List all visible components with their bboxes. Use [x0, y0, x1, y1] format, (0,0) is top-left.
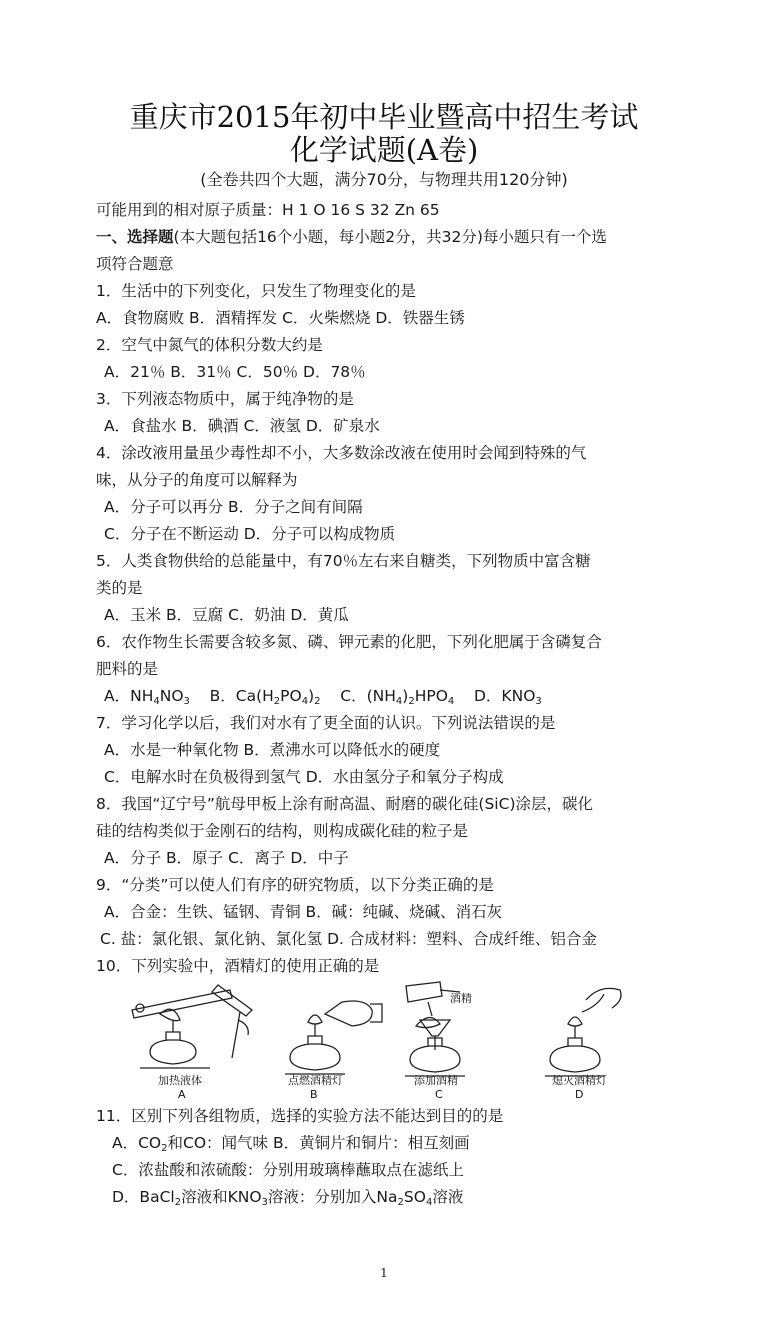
q1-options: A．食物腐败 B．酒精挥发 C．火柴燃烧 D．铁器生锈: [96, 309, 465, 327]
q6-options: [104, 686, 694, 706]
page-number: 1: [380, 1266, 388, 1280]
exam-subject-title: 化学试题(A卷): [289, 133, 479, 167]
q3-options: A．食盐水 B．碘酒 C．液氢 D．矿泉水: [104, 417, 380, 435]
section1-intro: [96, 227, 686, 247]
figure-letter-a: A: [178, 1088, 186, 1100]
figure-caption-d: 熄灭酒精灯: [552, 1074, 607, 1087]
q9-stem: 9．“分类”可以使人们有序的研究物质，以下分类正确的是: [96, 876, 494, 894]
figure-b-lighting-lamp: [290, 1001, 382, 1070]
q4-options-line2: C．分子在不断运动 D．分子可以构成物质: [104, 525, 396, 543]
q6-stem-line1: 6．农作物生长需要含较多氮、磷、钾元素的化肥，下列化肥属于含磷复合: [96, 633, 602, 651]
q4-stem-line2: 味，从分子的角度可以解释为: [96, 471, 298, 489]
figure-letter-c: C: [435, 1088, 443, 1100]
figure-caption-a: 加热液体: [158, 1074, 202, 1087]
section1-intro-line2: 项符合题意: [96, 255, 174, 273]
q10-stem: 10．下列实验中，酒精灯的使用正确的是: [96, 957, 380, 975]
exam-subtitle: (全卷共四个大题，满分70分，与物理共用120分钟): [200, 170, 568, 189]
q6-option-b: B．$Ca(H_2PO_4)_2$: [209, 687, 321, 707]
q2-stem: 2．空气中氮气的体积分数大约是: [96, 336, 323, 354]
q8-stem-line1: 8．我国“辽宁号”航母甲板上涂有耐高温、耐磨的碳化硅(SiC)涂层，碳化: [96, 795, 593, 813]
figure-caption-c: 添加酒精: [414, 1074, 458, 1087]
figure-letter-d: D: [575, 1088, 584, 1100]
exam-title: 重庆市2015年初中毕业暨高中招生考试: [129, 100, 639, 134]
section1-heading: 一、选择题: [96, 228, 174, 246]
q7-stem: 7．学习化学以后，我们对水有了更全面的认识。下列说法错误的是: [96, 714, 556, 732]
section1-intro-text: (本大题包括16个小题，每小题2分，共32分)每小题只有一个选: [173, 228, 607, 246]
q10-figure: [120, 980, 660, 1100]
q4-options-line1: A．分子可以再分 B．分子之间有间隔: [104, 498, 363, 516]
figure-letter-b: B: [310, 1088, 318, 1100]
q8-stem-line2: 硅的结构类似于金刚石的结构，则构成碳化硅的粒子是: [96, 822, 469, 840]
figure-a-heating-liquid: [132, 985, 252, 1064]
q5-stem-line2: 类的是: [96, 579, 143, 597]
q5-stem-line1: 5．人类食物供给的总能量中，有70％左右来自糖类，下列物质中富含糖: [96, 552, 591, 570]
q6-option-c: C．$(NH_4)_2HPO_4$: [340, 687, 455, 707]
q6-stem-line2: 肥料的是: [96, 660, 159, 678]
q1-stem: 1．生活中的下列变化，只发生了物理变化的是: [96, 282, 416, 300]
q9-options-line2: C. 盐：氯化银、氯化钠、氯化氢 D. 合成材料：塑料、合成纤维、铝合金: [100, 930, 597, 948]
q6-option-d: D．$KNO_3$: [474, 687, 542, 707]
figure-d-extinguishing-lamp: [550, 988, 621, 1072]
q7-options-line2: C．电解水时在负极得到氢气 D．水由氢分子和氧分子构成: [104, 768, 504, 786]
figure-caption-b: 点燃酒精灯: [288, 1074, 343, 1087]
figure-label-alcohol: 酒精: [450, 992, 472, 1005]
q6-option-a: A．$NH_4NO_3$: [104, 687, 190, 707]
q9-options-line1: A．合金：生铁、锰钢、青铜 B．碱：纯碱、烧碱、消石灰: [104, 903, 503, 921]
q11-stem: 11．区别下列各组物质，选择的实验方法不能达到目的的是: [96, 1107, 504, 1125]
q7-options-line1: A．水是一种氧化物 B．煮沸水可以降低水的硬度: [104, 741, 441, 759]
q4-stem-line1: 4．涂改液用量虽少毒性却不小，大多数涂改液在使用时会闻到特殊的气: [96, 444, 587, 462]
q5-options: A．玉米 B．豆腐 C．奶油 D．黄瓜: [104, 606, 349, 624]
q11-option-c: C．浓盐酸和浓硫酸：分别用玻璃棒蘸取点在滤纸上: [112, 1161, 464, 1179]
q11-options-ab: A．$CO_2$和CO：闻气味 B．黄铜片和铜片：相互刻画: [112, 1134, 470, 1154]
atomic-masses: 可能用到的相对原子质量：H 1 O 16 S 32 Zn 65: [96, 201, 440, 219]
q3-stem: 3．下列液态物质中，属于纯净物的是: [96, 390, 354, 408]
q8-options: A．分子 B．原子 C．离子 D．中子: [104, 849, 349, 867]
q11-option-d: D．BaCl$_2$溶液和$KNO_3$溶液：分别加入$Na_2SO_4$溶液: [112, 1188, 464, 1208]
q2-options: A．21％ B．31％ C．50％ D．78％: [104, 363, 366, 381]
